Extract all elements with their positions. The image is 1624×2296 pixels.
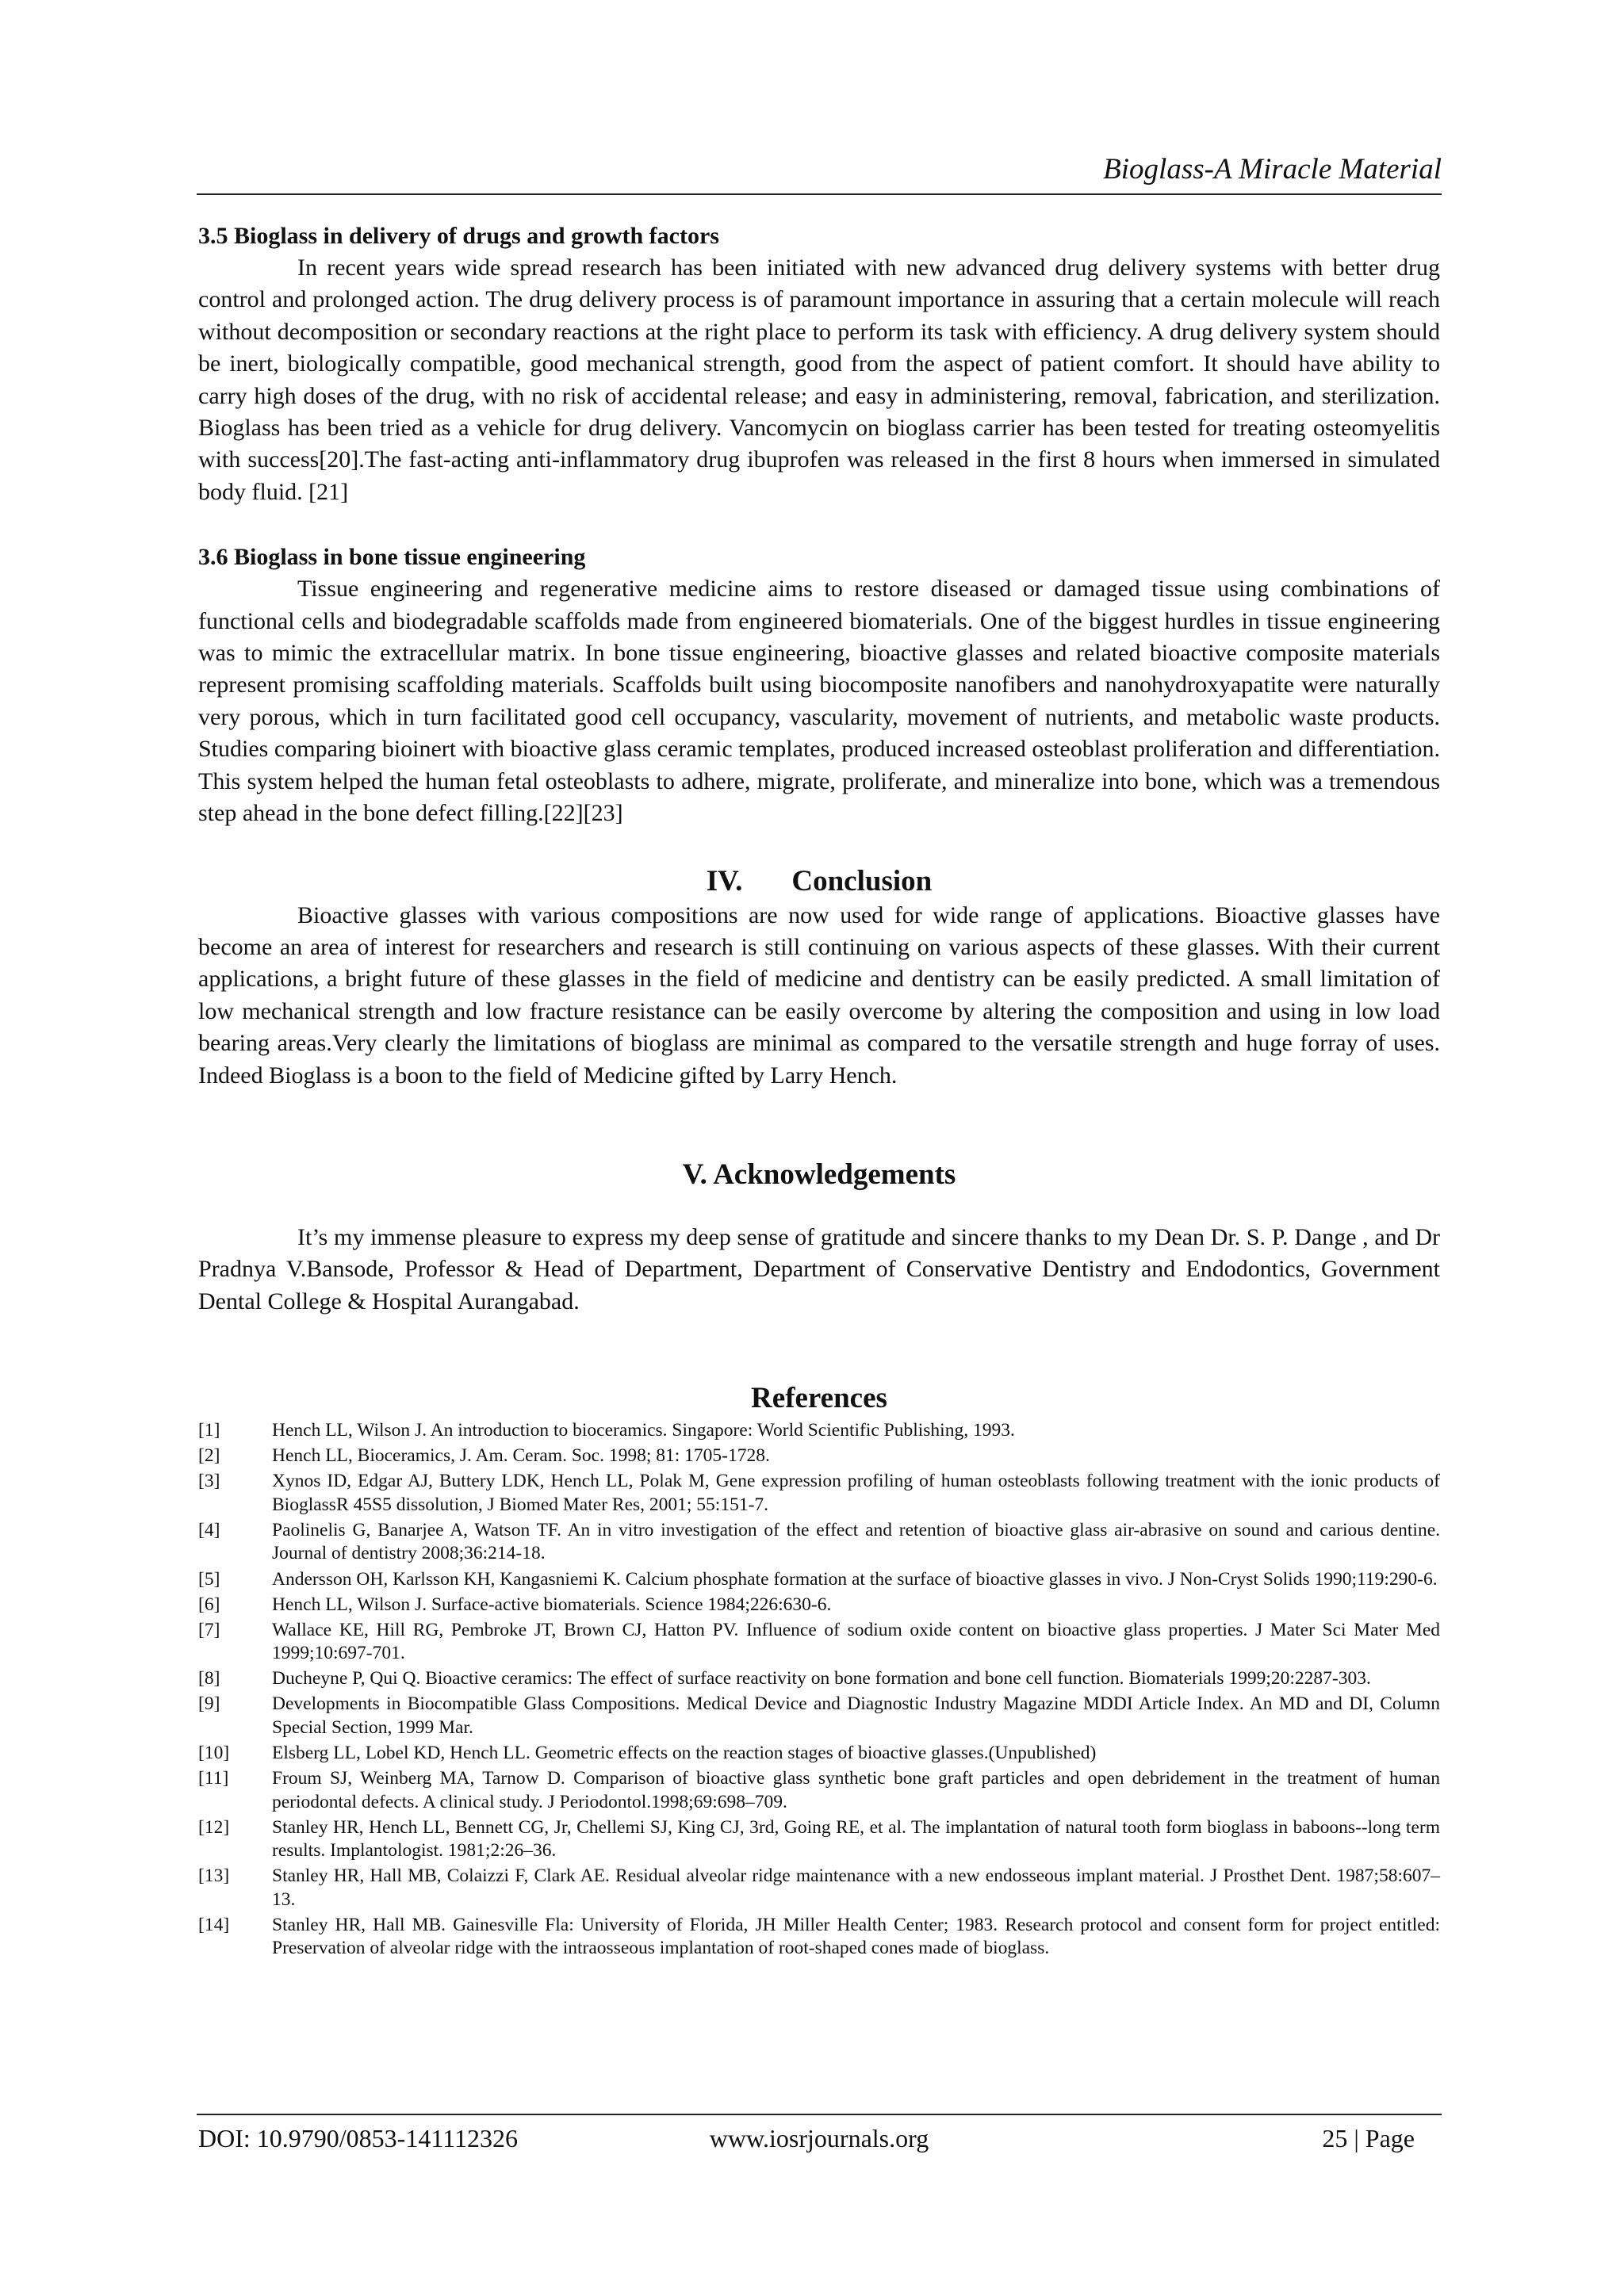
reference-number: [4] xyxy=(198,1519,220,1540)
reference-item xyxy=(198,1519,1440,1566)
reference-item xyxy=(198,1865,1440,1911)
reference-number: [12] xyxy=(198,1816,230,1838)
reference-item xyxy=(198,1419,1440,1443)
reference-text: Hench LL, Bioceramics, J. Am. Ceram. Soc. 1998; 81: 1705-1728. xyxy=(272,1445,770,1467)
section-3-5-paragraph: In recent years wide spread research has been initiated with new advanced drug delivery systems with better drug control and prolonged action. The drug delivery process is of paramount importance in assuring that a certain molecule will reach without decomposition or secondary reactions at the right place to perform its task with efficiency. A drug delivery system should be inert, biologically compatible, good mechanical strength, good from the aspect of patient comfort. It should have ability to carry high doses of the drug, with no risk of accidental release; and easy in administering, removal, fabrication, and sterilization. Bioglass has been tried as a vehicle for drug delivery. Vancomycin on bioglass carrier has been tested for treating osteomyelitis with success[20].The fast-acting anti-inflammatory drug ibuprofen was released in the first 8 hours when immersed in simulated body fluid. [21] xyxy=(198,254,1440,505)
reference-item xyxy=(198,1619,1440,1666)
reference-item xyxy=(198,1470,1440,1517)
reference-number: [13] xyxy=(198,1866,230,1887)
header-rule xyxy=(197,193,1442,195)
conclusion-heading xyxy=(198,863,1440,900)
reference-text: Hench LL, Wilson J. Surface-active biomaterials. Science 1984;226:630-6. xyxy=(272,1594,832,1615)
reference-text: Stanley HR, Hall MB. Gainesville Fla: University of Florida, JH Miller Health Center; 1983. Research protocol and consent form for project entitled: Preservation of alveolar ridge with the intraosseous implantation of root-shaped cones made of bioglass. xyxy=(272,1914,1440,1959)
reference-number: [6] xyxy=(198,1594,220,1615)
reference-text: Stanley HR, Hench LL, Bennett CG, Jr, Chellemi SJ, King CJ, 3rd, Going RE, et al. The implantation of natural tooth form bioglass in baboons--long term results. Implantologist. 1981;2:26–36. xyxy=(272,1816,1440,1862)
reference-item xyxy=(198,1594,1440,1617)
acknowledgements-heading: V. Acknowledgements xyxy=(682,1158,956,1191)
reference-number: [9] xyxy=(198,1693,220,1715)
reference-number: [14] xyxy=(198,1914,230,1935)
running-header: Bioglass-A Miracle Material xyxy=(1103,153,1442,186)
conclusion-title: Conclusion xyxy=(791,864,933,897)
reference-item xyxy=(198,1445,1440,1468)
reference-number: [3] xyxy=(198,1471,220,1492)
page-footer xyxy=(198,2118,1440,2158)
reference-item xyxy=(198,1568,1440,1592)
reference-text: Ducheyne P, Qui Q. Bioactive ceramics: The effect of surface reactivity on bone formation and bone cell function. Biomaterials 1999;20:2287-303. xyxy=(272,1668,1371,1689)
reference-number: [11] xyxy=(198,1768,229,1789)
section-3-6-paragraph: Tissue engineering and regenerative medicine aims to restore diseased or damaged tissue using combinations of functional cells and biodegradable scaffolds made from engineered biomaterials. One of the biggest hurdles in tissue engineering was to mimic the extracellular matrix. In bone tissue engineering, bioactive glasses and related bioactive composite materials represent promising scaffolding materials. Scaffolds built using biocomposite nanofibers and nanohydroxyapatite were naturally very porous, which in turn facilitated good cell occupancy, vascularity, movement of nutrients, and metabolic waste products. Studies comparing bioinert with bioactive glass ceramic templates, produced increased osteoblast proliferation and differentiation. This system helped the human fetal osteoblasts to adhere, migrate, proliferate, and mineralize into bone, which was a tremendous step ahead in the bone defect filling.[22][23] xyxy=(198,576,1440,827)
reference-text: Hench LL, Wilson J. An introduction to bioceramics. Singapore: World Scientific Publishing, 1993. xyxy=(272,1420,1015,1441)
footer-rule xyxy=(197,2114,1442,2115)
reference-number: [1] xyxy=(198,1420,220,1441)
reference-number: [5] xyxy=(198,1568,220,1590)
reference-text: Xynos ID, Edgar AJ, Buttery LDK, Hench LL, Polak M, Gene expression profiling of human osteoblasts following treatment with the ionic products of BioglassR 45S5 dissolution, J Biomed Mater Res, 2001; 55:151-7. xyxy=(272,1471,1440,1515)
reference-text: Andersson OH, Karlsson KH, Kangasniemi K. Calcium phosphate formation at the surface of bioactive glasses in vivo. J Non-Cryst Solids 1990;119:290-6. xyxy=(272,1568,1438,1590)
conclusion-paragraph: Bioactive glasses with various compositions are now used for wide range of applications. Bioactive glasses have become an area of interest for researchers and research is still continuing on various aspects of these glasses. With their current applications, a bright future of these glasses in the field of medicine and dentistry can be easily predicted. A small limitation of low mechanical strength and low fracture resistance can be easily overcome by altering the composition and using in low load bearing areas.Very clearly the limitations of bioglass are minimal as compared to the versatile strength and huge forray of uses. Indeed Bioglass is a boon to the field of Medicine gifted by Larry Hench. xyxy=(198,901,1440,1089)
references-heading: References xyxy=(751,1382,887,1415)
reference-text: Paolinelis G, Banarjee A, Watson TF. An in vitro investigation of the effect and retention of bioactive glass air-abrasive on sound and carious dentine. Journal of dentistry 2008;36:214-18. xyxy=(272,1519,1440,1564)
reference-text: Froum SJ, Weinberg MA, Tarnow D. Comparison of bioactive glass synthetic bone graft particles and open debridement in the treatment of human periodontal defects. A clinical study. J Periodontol.1998;69:698–709. xyxy=(272,1768,1440,1812)
acknowledgements-paragraph: It’s my immense pleasure to express my deep sense of gratitude and sincere thanks to my Dean Dr. S. P. Dange , and Dr Pradnya V.Bansode, Professor & Head of Department, Department of Conservative Dentistry and Endodontics, Government Dental College & Hospital Aurangabad. xyxy=(198,1223,1440,1314)
reference-item xyxy=(198,1816,1440,1863)
reference-item xyxy=(198,1693,1440,1739)
reference-item xyxy=(198,1742,1440,1766)
conclusion-number: IV. xyxy=(706,864,743,897)
reference-number: [7] xyxy=(198,1619,220,1640)
section-heading-3-5: 3.5 Bioglass in delivery of drugs and growth factors xyxy=(198,223,719,249)
reference-number: [2] xyxy=(198,1445,220,1467)
reference-item xyxy=(198,1767,1440,1814)
footer-page-number: 25 | Page xyxy=(1322,2124,1415,2152)
footer-doi: DOI: 10.9790/0853-141112326 xyxy=(198,2124,518,2152)
footer-website[interactable]: www.iosrjournals.org xyxy=(709,2124,929,2152)
section-heading-3-6: 3.6 Bioglass in bone tissue engineering xyxy=(198,544,586,571)
reference-list xyxy=(198,1419,1440,1961)
reference-text: Elsberg LL, Lobel KD, Hench LL. Geometric effects on the reaction stages of bioactive glasses.(Unpublished) xyxy=(272,1743,1097,1763)
reference-number: [10] xyxy=(198,1743,230,1763)
reference-text: Stanley HR, Hall MB, Colaizzi F, Clark AE. Residual alveolar ridge maintenance with a new endosseous implant material. J Prosthet Dent. 1987;58:607–13. xyxy=(272,1866,1440,1910)
reference-item xyxy=(198,1914,1440,1961)
reference-item xyxy=(198,1667,1440,1691)
article-body xyxy=(198,220,1440,1962)
reference-number: [8] xyxy=(198,1668,220,1689)
reference-text: Developments in Biocompatible Glass Compositions. Medical Device and Diagnostic Industry Magazine MDDI Article Index. An MD and DI, Column Special Section, 1999 Mar. xyxy=(272,1693,1440,1738)
reference-text: Wallace KE, Hill RG, Pembroke JT, Brown CJ, Hatton PV. Influence of sodium oxide content on bioactive glass properties. J Mater Sci Mater Med 1999;10:697-701. xyxy=(272,1619,1440,1664)
